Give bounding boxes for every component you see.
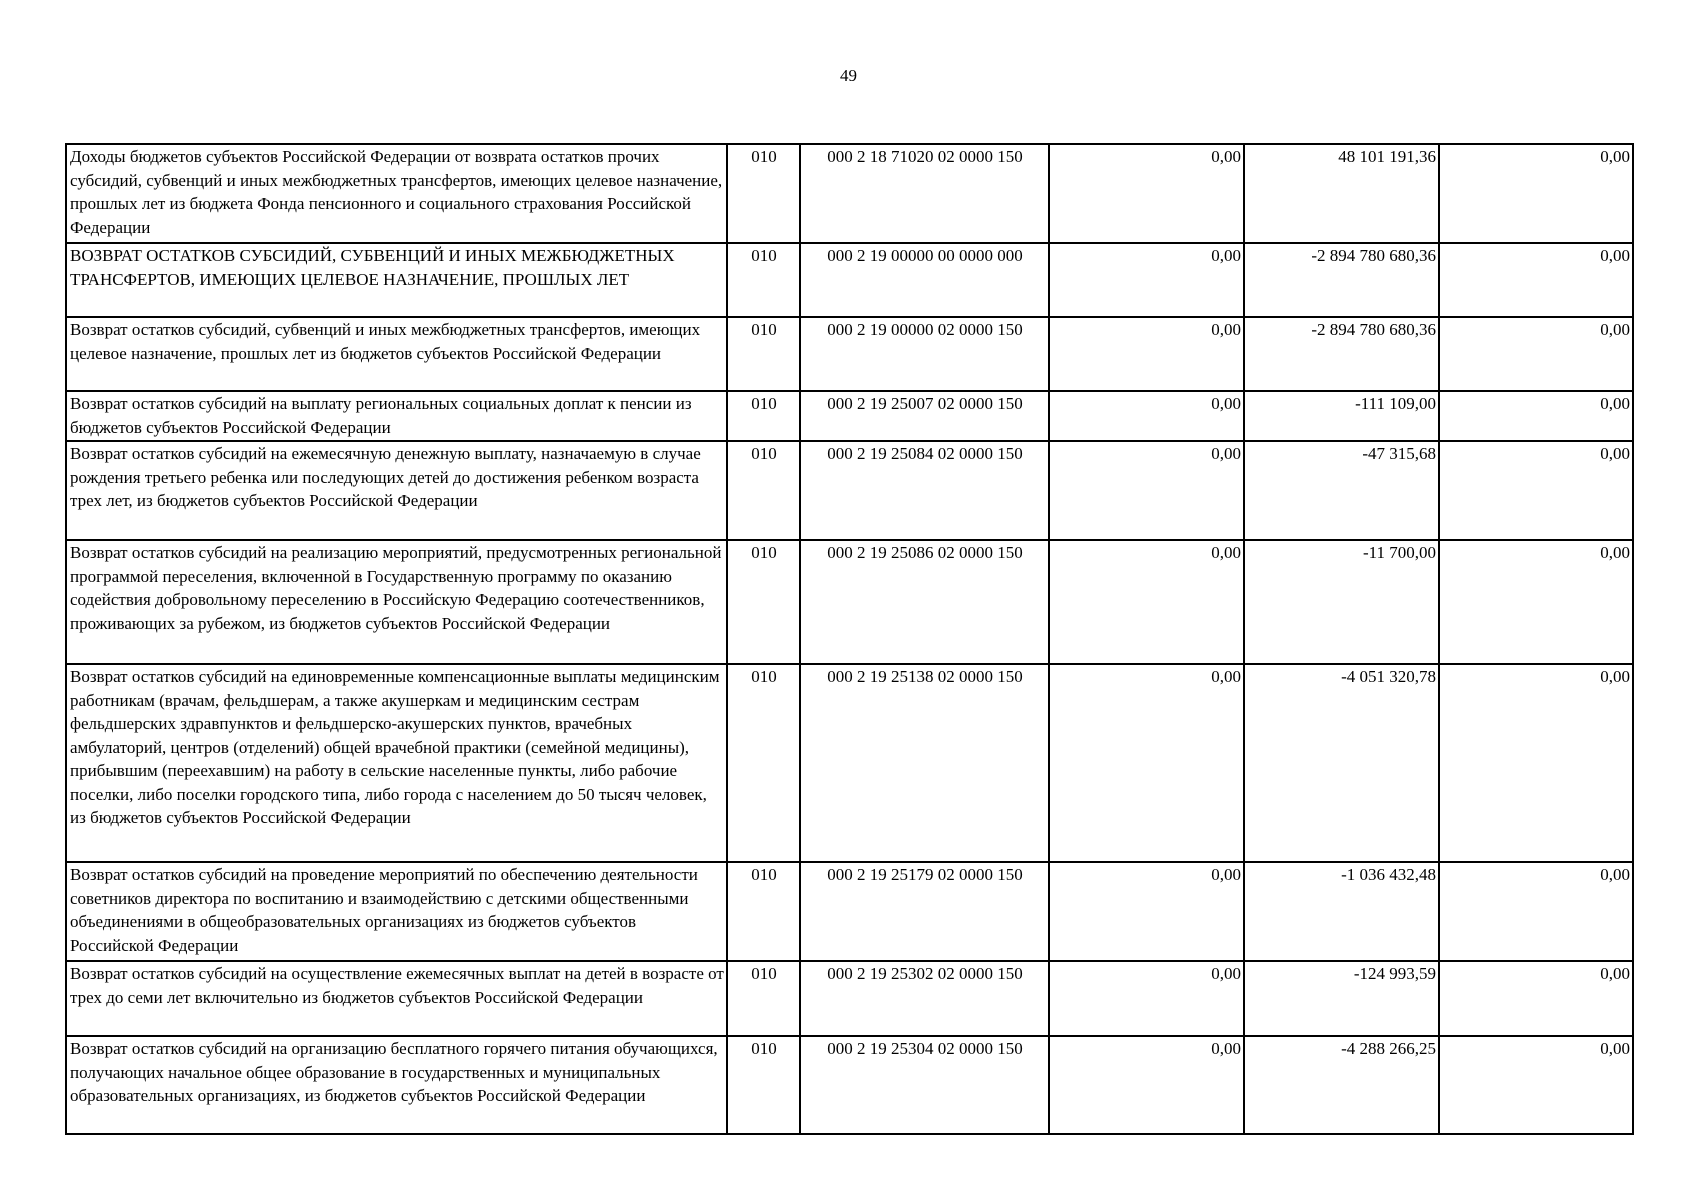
row-value-3: 0,00 xyxy=(1439,144,1633,243)
row-value-3: 0,00 xyxy=(1439,317,1633,391)
row-value-1: 0,00 xyxy=(1049,961,1244,1036)
row-value-1: 0,00 xyxy=(1049,441,1244,540)
table-row xyxy=(66,391,1633,441)
row-kbk: 000 2 18 71020 02 0000 150 xyxy=(800,144,1049,243)
row-code: 010 xyxy=(727,243,800,317)
row-value-3: 0,00 xyxy=(1439,862,1633,961)
table-row xyxy=(66,441,1633,540)
row-code: 010 xyxy=(727,1036,800,1134)
row-value-1: 0,00 xyxy=(1049,540,1244,664)
row-code: 010 xyxy=(727,144,800,243)
row-kbk: 000 2 19 25007 02 0000 150 xyxy=(800,391,1049,441)
row-value-3: 0,00 xyxy=(1439,664,1633,862)
row-kbk: 000 2 19 25084 02 0000 150 xyxy=(800,441,1049,540)
row-name: Возврат остатков субсидий на выплату региональных социальных доплат к пенсии из бюджетов субъектов Российской Федерации xyxy=(66,391,727,441)
row-value-1: 0,00 xyxy=(1049,1036,1244,1134)
row-code: 010 xyxy=(727,317,800,391)
row-kbk: 000 2 19 25138 02 0000 150 xyxy=(800,664,1049,862)
row-code: 010 xyxy=(727,664,800,862)
row-code: 010 xyxy=(727,961,800,1036)
row-value-2: -4 288 266,25 xyxy=(1244,1036,1439,1134)
row-value-2: 48 101 191,36 xyxy=(1244,144,1439,243)
table-row xyxy=(66,664,1633,862)
row-value-3: 0,00 xyxy=(1439,961,1633,1036)
budget-table xyxy=(65,143,1634,1135)
row-name: Возврат остатков субсидий, субвенций и иных межбюджетных трансфертов, имеющих целевое назначение, прошлых лет из бюджетов субъектов Российской Федерации xyxy=(66,317,727,391)
row-name: Возврат остатков субсидий на организацию бесплатного горячего питания обучающихся, получающих начальное общее образование в государственных и муниципальных образовательных организациях, из бюджетов субъектов Российской Федерации xyxy=(66,1036,727,1134)
row-name: Возврат остатков субсидий на ежемесячную денежную выплату, назначаемую в случае рождения третьего ребенка или последующих детей до достижения ребенком возраста трех лет, из бюджетов субъектов Российской Федерации xyxy=(66,441,727,540)
table-row xyxy=(66,144,1633,243)
row-value-3: 0,00 xyxy=(1439,1036,1633,1134)
table-row xyxy=(66,317,1633,391)
row-kbk: 000 2 19 00000 02 0000 150 xyxy=(800,317,1049,391)
row-value-2: -2 894 780 680,36 xyxy=(1244,243,1439,317)
row-kbk: 000 2 19 25086 02 0000 150 xyxy=(800,540,1049,664)
table-row xyxy=(66,961,1633,1036)
row-name: Возврат остатков субсидий на осуществление ежемесячных выплат на детей в возрасте от трех до семи лет включительно из бюджетов субъектов Российской Федерации xyxy=(66,961,727,1036)
row-value-1: 0,00 xyxy=(1049,862,1244,961)
row-kbk: 000 2 19 00000 00 0000 000 xyxy=(800,243,1049,317)
row-value-2: -124 993,59 xyxy=(1244,961,1439,1036)
row-value-2: -2 894 780 680,36 xyxy=(1244,317,1439,391)
row-value-2: -47 315,68 xyxy=(1244,441,1439,540)
row-value-1: 0,00 xyxy=(1049,243,1244,317)
row-name: Доходы бюджетов субъектов Российской Федерации от возврата остатков прочих субсидий, субвенций и иных межбюджетных трансфертов, имеющих целевое назначение, прошлых лет из бюджета Фонда пенсионного и социального страхования Российской Федерации xyxy=(66,144,727,243)
row-value-2: -11 700,00 xyxy=(1244,540,1439,664)
table-row xyxy=(66,1036,1633,1134)
row-code: 010 xyxy=(727,862,800,961)
table-row xyxy=(66,243,1633,317)
row-value-1: 0,00 xyxy=(1049,664,1244,862)
row-kbk: 000 2 19 25304 02 0000 150 xyxy=(800,1036,1049,1134)
row-code: 010 xyxy=(727,540,800,664)
row-code: 010 xyxy=(727,441,800,540)
row-value-2: -111 109,00 xyxy=(1244,391,1439,441)
row-value-3: 0,00 xyxy=(1439,441,1633,540)
row-name: Возврат остатков субсидий на единовременные компенсационные выплаты медицинским работникам (врачам, фельдшерам, а также акушеркам и медицинским сестрам фельдшерских здравпунктов и фельдшерско-акушерских пунктов, врачебных амбулаторий, центров (отделений) общей врачебной практики (семейной медицины), прибывшим (переехавшим) на работу в сельские населенные пункты, либо рабочие поселки, либо поселки городского типа, либо города с населением до 50 тысяч человек, из бюджетов субъектов Российской Федерации xyxy=(66,664,727,862)
row-value-3: 0,00 xyxy=(1439,243,1633,317)
row-value-3: 0,00 xyxy=(1439,540,1633,664)
row-kbk: 000 2 19 25302 02 0000 150 xyxy=(800,961,1049,1036)
row-value-2: -1 036 432,48 xyxy=(1244,862,1439,961)
row-name: Возврат остатков субсидий на проведение мероприятий по обеспечению деятельности советников директора по воспитанию и взаимодействию с детскими общественными объединениями в общеобразовательных организациях из бюджетов субъектов Российской Федерации xyxy=(66,862,727,961)
row-name: Возврат остатков субсидий на реализацию мероприятий, предусмотренных региональной программой переселения, включенной в Государственную программу по оказанию содействия добровольному переселению в Российскую Федерацию соотечественников, проживающих за рубежом, из бюджетов субъектов Российской Федерации xyxy=(66,540,727,664)
row-value-1: 0,00 xyxy=(1049,317,1244,391)
row-kbk: 000 2 19 25179 02 0000 150 xyxy=(800,862,1049,961)
row-value-1: 0,00 xyxy=(1049,391,1244,441)
page-number: 49 xyxy=(840,66,857,85)
row-name: ВОЗВРАТ ОСТАТКОВ СУБСИДИЙ, СУБВЕНЦИЙ И ИНЫХ МЕЖБЮДЖЕТНЫХ ТРАНСФЕРТОВ, ИМЕЮЩИХ ЦЕЛЕВОЕ НАЗНАЧЕНИЕ, ПРОШЛЫХ ЛЕТ xyxy=(66,243,727,317)
row-value-2: -4 051 320,78 xyxy=(1244,664,1439,862)
table-row xyxy=(66,862,1633,961)
row-value-1: 0,00 xyxy=(1049,144,1244,243)
row-code: 010 xyxy=(727,391,800,441)
table-row xyxy=(66,540,1633,664)
row-value-3: 0,00 xyxy=(1439,391,1633,441)
